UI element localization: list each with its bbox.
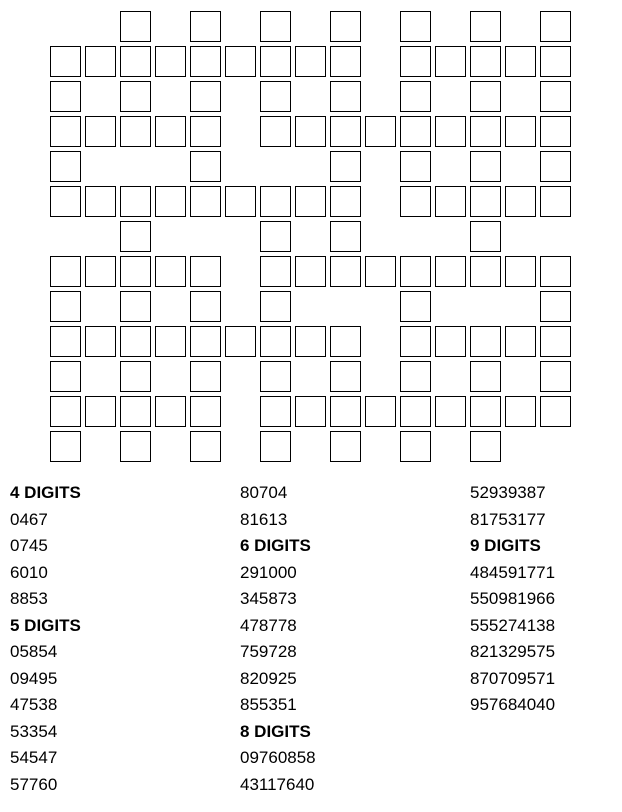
grid-cell[interactable] — [190, 361, 221, 392]
grid-cell[interactable] — [50, 431, 81, 462]
grid-cell[interactable] — [295, 46, 326, 77]
number-entry: 53354 — [10, 721, 58, 741]
grid-cell[interactable] — [330, 151, 361, 182]
number-entry: 47538 — [10, 695, 58, 714]
grid-cell[interactable] — [400, 361, 431, 392]
grid-cell[interactable] — [155, 256, 186, 287]
grid-cell[interactable] — [505, 116, 536, 147]
grid-cell[interactable] — [540, 326, 571, 357]
grid-cell[interactable] — [505, 396, 536, 427]
number-entry: 484591771 — [470, 562, 556, 582]
grid-cell[interactable] — [190, 46, 221, 77]
number-entry: 345873 — [240, 589, 297, 608]
number-entry: 57760 — [10, 774, 58, 794]
grid-cell[interactable] — [120, 46, 151, 77]
grid-cell[interactable] — [505, 326, 536, 357]
grid-cell[interactable] — [50, 151, 81, 182]
word-list-column-3 — [470, 480, 622, 719]
length-header: 4 DIGITS — [10, 483, 81, 502]
grid-cell[interactable] — [540, 151, 571, 182]
puzzle-grid — [50, 11, 575, 466]
number-entry: 80704 — [240, 483, 288, 502]
number-entry: 6010 — [10, 562, 48, 582]
grid-cell[interactable] — [155, 186, 186, 217]
grid-cell[interactable] — [505, 256, 536, 287]
grid-cell[interactable] — [295, 186, 326, 217]
length-header: 9 DIGITS — [470, 536, 541, 555]
grid-cell[interactable] — [400, 116, 431, 147]
grid-cell[interactable] — [435, 116, 466, 147]
grid-cell[interactable] — [50, 116, 81, 147]
grid-cell[interactable] — [225, 186, 256, 217]
length-header: 6 DIGITS — [240, 536, 311, 555]
grid-cell[interactable] — [400, 186, 431, 217]
grid-cell[interactable] — [190, 11, 221, 42]
grid-cell[interactable] — [400, 151, 431, 182]
grid-cell[interactable] — [120, 221, 151, 252]
grid-cell[interactable] — [330, 396, 361, 427]
length-header: 8 DIGITS — [240, 721, 311, 741]
grid-cell[interactable] — [470, 11, 501, 42]
grid-cell[interactable] — [155, 116, 186, 147]
grid-cell[interactable] — [190, 186, 221, 217]
grid-cell[interactable] — [400, 326, 431, 357]
grid-cell[interactable] — [330, 221, 361, 252]
grid-cell[interactable] — [50, 186, 81, 217]
grid-cell[interactable] — [540, 396, 571, 427]
number-entry: 81753177 — [470, 509, 546, 529]
grid-cell[interactable] — [190, 291, 221, 322]
number-entry: 0745 — [10, 536, 48, 555]
number-entry: 291000 — [240, 562, 297, 582]
grid-cell[interactable] — [540, 256, 571, 287]
grid-cell[interactable] — [470, 361, 501, 392]
grid-cell[interactable] — [50, 291, 81, 322]
grid-cell[interactable] — [50, 46, 81, 77]
grid-cell[interactable] — [260, 326, 291, 357]
number-entry: 05854 — [10, 642, 58, 661]
grid-cell[interactable] — [540, 291, 571, 322]
grid-cell[interactable] — [470, 221, 501, 252]
grid-cell[interactable] — [330, 326, 361, 357]
grid-cell[interactable] — [85, 396, 116, 427]
grid-cell[interactable] — [295, 396, 326, 427]
grid-cell[interactable] — [120, 291, 151, 322]
grid-cell[interactable] — [260, 81, 291, 112]
number-entry: 43117640 — [240, 774, 315, 794]
number-entry: 821329575 — [470, 642, 556, 661]
grid-cell[interactable] — [400, 11, 431, 42]
grid-cell[interactable] — [120, 11, 151, 42]
word-list-column-1 — [10, 480, 210, 798]
grid-cell[interactable] — [120, 116, 151, 147]
grid-cell[interactable] — [540, 11, 571, 42]
grid-cell[interactable] — [330, 11, 361, 42]
grid-cell[interactable] — [155, 46, 186, 77]
number-entry: 8853 — [10, 589, 48, 608]
grid-cell[interactable] — [435, 396, 466, 427]
grid-cell[interactable] — [155, 326, 186, 357]
grid-cell[interactable] — [260, 46, 291, 77]
grid-cell[interactable] — [295, 116, 326, 147]
grid-cell[interactable] — [400, 256, 431, 287]
grid-cell[interactable] — [400, 396, 431, 427]
number-entry: 957684040 — [470, 695, 556, 714]
grid-cell[interactable] — [330, 431, 361, 462]
number-entry: 09495 — [10, 668, 58, 688]
grid-cell[interactable] — [50, 326, 81, 357]
word-list — [0, 480, 622, 800]
grid-cell[interactable] — [260, 11, 291, 42]
grid-cell[interactable] — [120, 396, 151, 427]
grid-cell[interactable] — [260, 396, 291, 427]
grid-cell[interactable] — [260, 116, 291, 147]
grid-cell[interactable] — [85, 186, 116, 217]
grid-cell[interactable] — [435, 46, 466, 77]
grid-cell[interactable] — [505, 46, 536, 77]
grid-cell[interactable] — [190, 256, 221, 287]
number-entry: 54547 — [10, 748, 58, 767]
grid-cell[interactable] — [50, 396, 81, 427]
grid-cell[interactable] — [120, 256, 151, 287]
grid-cell[interactable] — [540, 81, 571, 112]
grid-cell[interactable] — [225, 326, 256, 357]
number-entry: 820925 — [240, 668, 297, 688]
grid-cell[interactable] — [470, 186, 501, 217]
grid-cell[interactable] — [50, 361, 81, 392]
grid-cell[interactable] — [365, 396, 396, 427]
grid-cell[interactable] — [120, 186, 151, 217]
grid-cell[interactable] — [295, 256, 326, 287]
grid-cell[interactable] — [470, 256, 501, 287]
word-list-column-2 — [240, 480, 440, 798]
grid-cell[interactable] — [540, 361, 571, 392]
number-entry: 870709571 — [470, 668, 556, 688]
grid-cell[interactable] — [470, 151, 501, 182]
grid-cell[interactable] — [85, 116, 116, 147]
grid-cell[interactable] — [400, 431, 431, 462]
grid-cell[interactable] — [540, 116, 571, 147]
number-entry: 0467 — [10, 509, 48, 529]
number-entry: 555274138 — [470, 615, 556, 635]
grid-cell[interactable] — [260, 221, 291, 252]
grid-cell[interactable] — [120, 361, 151, 392]
grid-cell[interactable] — [85, 46, 116, 77]
grid-cell[interactable] — [470, 326, 501, 357]
grid-cell[interactable] — [120, 81, 151, 112]
grid-cell[interactable] — [330, 46, 361, 77]
grid-cell[interactable] — [540, 186, 571, 217]
grid-cell[interactable] — [260, 186, 291, 217]
grid-cell[interactable] — [330, 256, 361, 287]
grid-cell[interactable] — [260, 431, 291, 462]
grid-cell[interactable] — [400, 81, 431, 112]
grid-cell[interactable] — [190, 431, 221, 462]
grid-cell[interactable] — [470, 46, 501, 77]
grid-cell[interactable] — [260, 291, 291, 322]
grid-cell[interactable] — [50, 256, 81, 287]
grid-cell[interactable] — [190, 81, 221, 112]
grid-cell[interactable] — [85, 326, 116, 357]
length-header: 5 DIGITS — [10, 615, 81, 635]
grid-cell[interactable] — [330, 81, 361, 112]
grid-cell[interactable] — [120, 431, 151, 462]
grid-cell[interactable] — [435, 186, 466, 217]
grid-cell[interactable] — [400, 46, 431, 77]
grid-cell[interactable] — [400, 291, 431, 322]
grid-cell[interactable] — [470, 431, 501, 462]
grid-cell[interactable] — [435, 326, 466, 357]
number-entry: 759728 — [240, 642, 297, 661]
grid-cell[interactable] — [330, 361, 361, 392]
grid-cell[interactable] — [50, 81, 81, 112]
grid-cell[interactable] — [365, 256, 396, 287]
grid-cell[interactable] — [365, 116, 396, 147]
grid-cell[interactable] — [85, 256, 116, 287]
number-entry: 52939387 — [470, 483, 546, 502]
grid-cell[interactable] — [330, 116, 361, 147]
grid-cell[interactable] — [190, 151, 221, 182]
grid-cell[interactable] — [260, 256, 291, 287]
grid-cell[interactable] — [330, 186, 361, 217]
grid-cell[interactable] — [470, 116, 501, 147]
grid-cell[interactable] — [225, 46, 256, 77]
grid-cell[interactable] — [295, 326, 326, 357]
grid-cell[interactable] — [155, 396, 186, 427]
grid-cell[interactable] — [505, 186, 536, 217]
grid-cell[interactable] — [260, 361, 291, 392]
grid-cell[interactable] — [120, 326, 151, 357]
grid-cell[interactable] — [190, 326, 221, 357]
number-entry: 550981966 — [470, 589, 556, 608]
grid-cell[interactable] — [470, 81, 501, 112]
grid-cell[interactable] — [540, 46, 571, 77]
grid-cell[interactable] — [435, 256, 466, 287]
number-entry: 478778 — [240, 615, 297, 635]
number-entry: 81613 — [240, 509, 288, 529]
grid-cell[interactable] — [190, 396, 221, 427]
grid-cell[interactable] — [470, 396, 501, 427]
number-entry: 09760858 — [240, 748, 316, 767]
grid-cell[interactable] — [190, 116, 221, 147]
number-entry: 855351 — [240, 695, 297, 714]
